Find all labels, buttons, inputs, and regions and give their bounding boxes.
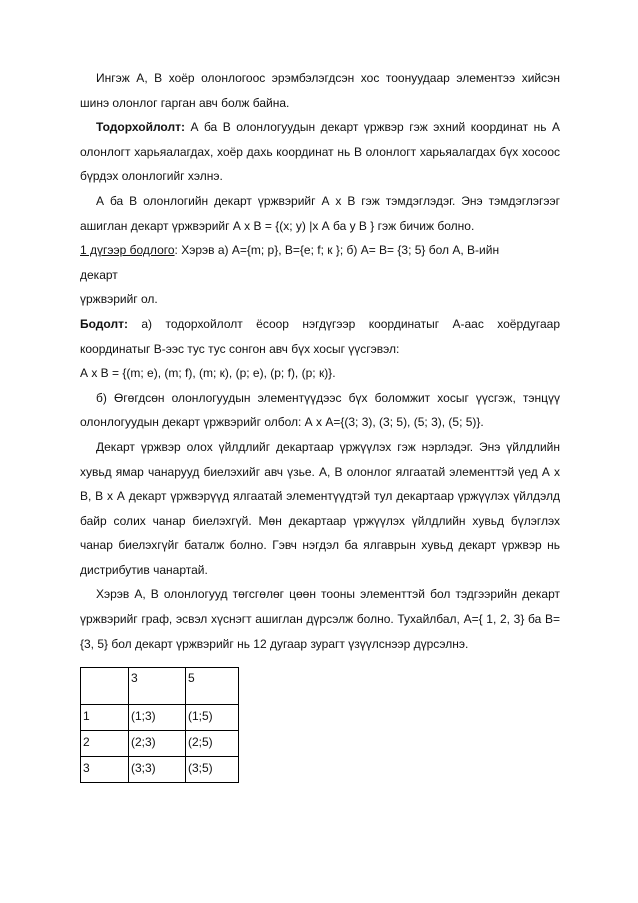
table-row <box>81 757 239 783</box>
problem-text: : Хэрэв а) А={m; p}, В={е; f; к }; б) А= В= {3; 5} бол А, В-ийн <box>174 243 500 258</box>
paragraph-properties: Декарт үржвэр олох үйлдлийг декартаар үржүүлэх гэж нэрлэдэг. Энэ үйлдлийн хувьд ямар чанарууд биелэхийг авч үзье. А, В олонлог ялгаатай элементтэй үед А х В, В х А декарт үржвэрүүд ялгаатай элементүүдтэй тул декартаар үржүүлэх үйлдэлд байр солих чанар биелэхгүй. Мөн декартаар үржүүлэх үйлдлийн хувьд бүлэглэх чанар биелэхгүйг баталж болно. Гэвч нэгдэл ба ялгаврын хувьд декарт үржвэр нь дистрибутив чанартай. <box>80 439 560 577</box>
definition-term: Тодорхойлолт: <box>96 120 185 135</box>
paragraph-intro: Ингэж А, В хоёр олонлогоос эрэмбэлэгдсэн хос тоонуудаар элементээ хийсэн шинэ олонлог гарган авч болж байна. <box>80 71 560 110</box>
table-cell: (3;5) <box>186 757 239 783</box>
paragraph-result-a: А х В = {(m; е), (m; f), (m; к), (р; е), (р; f), (р; к)}. <box>80 366 336 381</box>
solution-term: Бодолт: <box>80 316 128 331</box>
table-row <box>81 705 239 731</box>
cartesian-product-table <box>80 667 239 783</box>
table-cell: 1 <box>81 705 129 731</box>
table-cell: (2;5) <box>186 731 239 757</box>
table-cell: (1;3) <box>129 705 186 731</box>
paragraph-definition <box>80 115 560 189</box>
table-cell: 2 <box>81 731 129 757</box>
table-row <box>81 731 239 757</box>
paragraph-solution <box>80 312 560 361</box>
paragraph-representation: Хэрэв А, В олонлогууд төгсгөлөг цөөн тооны элементтэй бол тэдгээрийн декарт үржвэрийг граф, эсвэл хүснэгт ашиглан дүрсэлж болно. Тухайлбал, А={ 1, 2, 3} ба В={3, 5} бол декарт үржвэрийг нь 12 дугаар зурагт үзүүлснээр дүрсэлнэ. <box>80 587 560 651</box>
document-body <box>80 66 560 656</box>
table-cell: 3 <box>81 757 129 783</box>
solution-text: а) тодорхойлолт ёсоор нэгдүгээр координатыг А-аас хоёрдугаар координатыг В-ээс тус тус сонгон авч бүх хосыг үүсгэвэл: <box>80 316 560 356</box>
paragraph-notation: А ба В олонлогийн декарт үржвэрийг А х В гэж тэмдэглэдэг. Энэ тэмдэглэгээг ашиглан декарт үржвэрийг А х В = {(х; у) |х А ба у В } гэж бичиж болно. <box>80 193 560 233</box>
table-cell: (2;3) <box>129 731 186 757</box>
table-header-cell: 3 <box>129 668 186 705</box>
problem-text-line3: үржвэрийг ол. <box>80 292 158 307</box>
table-header-row <box>81 668 239 705</box>
paragraph-problem <box>80 238 560 312</box>
table-cell: (1;5) <box>186 705 239 731</box>
paragraph-result-b: б) Өгөгдсөн олонлогуудын элементүүдээс бүх боломжит хосыг үүсгэж, тэнцүү олонлогуудын декарт үржвэрийг олбол: А х А={(3; 3), (3; 5), (5; 3), (5; 5)}. <box>80 390 560 430</box>
definition-text: А ба В олонлогуудын декарт үржвэр гэж эхний координат нь А олонлогт харьяалагдах, хоёр дахь координат нь В олонлогт харьяалагдах бүх хосоос бүрдэх олонлогийг хэлнэ. <box>80 120 560 184</box>
problem-text-line2: декарт <box>80 267 118 282</box>
table-header-cell: 5 <box>186 668 239 705</box>
problem-label: 1 дүгээр бодлого <box>80 243 175 258</box>
table-header-cell <box>81 668 129 705</box>
table-cell: (3;3) <box>129 757 186 783</box>
